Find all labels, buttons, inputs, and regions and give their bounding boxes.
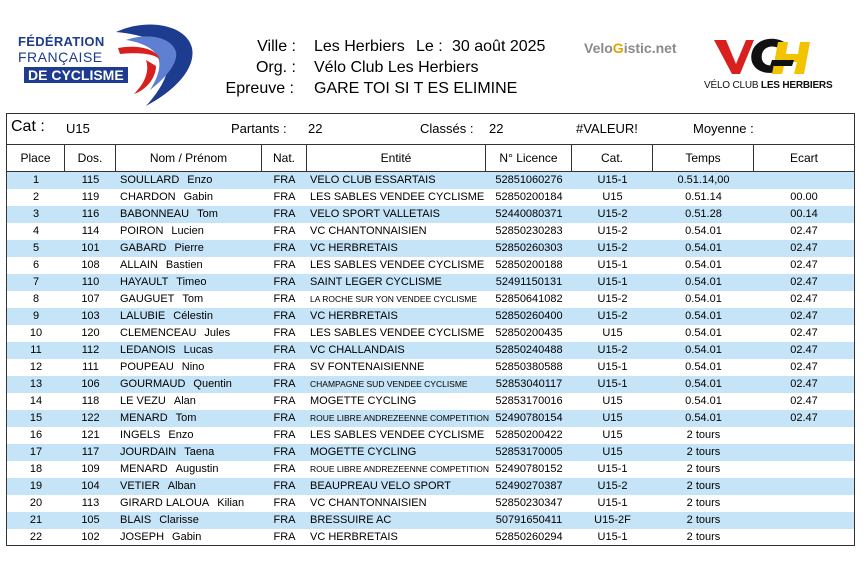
col-temps: Temps (653, 145, 754, 171)
cell-place: 13 (29, 378, 43, 390)
vch-sub-prefix: VÉLO CLUB (704, 80, 761, 91)
cell-entite: VELO SPORT VALLETAIS (310, 208, 441, 220)
cell-nom: GABARD (120, 242, 167, 254)
table-row (7, 393, 854, 410)
cell-dos: 102 (81, 531, 100, 543)
cell-prenom: Lucien (171, 225, 204, 237)
cell-temps: 0.54.01 (685, 259, 722, 271)
cell-licence: 52850380588 (495, 361, 563, 373)
cell-dos: 107 (81, 293, 100, 305)
cat-label: Cat : (11, 118, 45, 135)
cell-dos: 121 (81, 429, 100, 441)
cell-licence: 52850230283 (495, 225, 563, 237)
cell-licence: 52490780154 (495, 412, 563, 424)
cell-ecart: 02.47 (790, 412, 818, 424)
cell-nat: FRA (273, 310, 296, 322)
cell-temps: 0.54.01 (685, 412, 722, 424)
cell-nat: FRA (273, 191, 296, 203)
cell-nat: FRA (273, 412, 296, 424)
cell-prenom: Enzo (187, 174, 213, 186)
cell-prenom: Gabin (183, 191, 213, 203)
cell-entite: VC HERBRETAIS (310, 310, 398, 322)
cell-place: 20 (29, 497, 43, 509)
cell-cat: U15-1 (597, 174, 628, 186)
cell-cat: U15 (602, 191, 623, 203)
cell-licence: 52850200422 (495, 429, 563, 441)
cell-nat: FRA (273, 531, 296, 543)
cell-nom: CHARDON (120, 191, 176, 203)
cell-nat: FRA (273, 514, 296, 526)
cell-ecart: 02.47 (790, 310, 818, 322)
table-row (7, 376, 854, 393)
cell-dos: 116 (81, 208, 100, 220)
cell-temps: 0.54.01 (685, 242, 722, 254)
cell-ecart: 02.47 (790, 344, 818, 356)
velogistic-brand (584, 40, 677, 56)
cell-temps: 0.51.14 (685, 191, 722, 203)
ville-label: Ville : (257, 38, 296, 55)
cell-entite: VC CHANTONNAISIEN (310, 497, 427, 509)
cell-cat: U15-2 (597, 208, 628, 220)
cell-entite: VELO CLUB ESSARTAIS (310, 174, 436, 186)
date-value: 30 août 2025 (452, 38, 546, 55)
cell-nom: BLAIS (120, 514, 152, 526)
cell-dos: 119 (81, 191, 100, 203)
cell-ecart: 02.47 (790, 293, 818, 305)
table-row (7, 342, 854, 359)
cell-place: 9 (32, 310, 40, 322)
cell-cat: U15-2 (597, 480, 628, 492)
cell-nom: LE VEZU (120, 395, 166, 407)
cell-place: 17 (29, 446, 43, 458)
cell-cat: U15-1 (597, 463, 628, 475)
cell-entite: MOGETTE CYCLING (310, 395, 417, 407)
cell-nom: POIRON (120, 225, 164, 237)
classes-label: Classés : (420, 121, 474, 136)
cell-nat: FRA (273, 480, 296, 492)
org-value: Vélo Club Les Herbiers (314, 59, 479, 76)
table-row (7, 325, 854, 342)
cell-prenom: Pierre (174, 242, 204, 254)
cell-place: 10 (29, 327, 43, 339)
cell-entite: BEAUPREAU VELO SPORT (310, 480, 452, 492)
cell-entite: MOGETTE CYCLING (310, 446, 417, 458)
cell-dos: 113 (81, 497, 100, 509)
cell-prenom: Taena (184, 446, 215, 458)
cell-prenom: Tom (175, 412, 197, 424)
cell-prenom: Alban (167, 480, 196, 492)
cell-nat: FRA (273, 327, 296, 339)
cell-temps: 2 tours (686, 514, 721, 526)
table-row (7, 291, 854, 308)
table-row (7, 172, 854, 189)
cell-cat: U15 (602, 327, 623, 339)
table-row (7, 478, 854, 495)
cell-cat: U15 (602, 429, 623, 441)
cell-licence: 52440080371 (495, 208, 563, 220)
cell-ecart: 00.00 (790, 191, 818, 203)
cell-entite: VC HERBRETAIS (310, 531, 398, 543)
cell-entite: VC CHANTONNAISIEN (310, 225, 427, 237)
cell-cat: U15-1 (597, 361, 628, 373)
cell-prenom: Tom (182, 293, 204, 305)
cell-place: 19 (29, 480, 43, 492)
cell-temps: 0.54.01 (685, 310, 722, 322)
ffc-logo-line2: FRANÇAISE (18, 49, 103, 65)
table-row (7, 274, 854, 291)
cell-nom: JOURDAIN (120, 446, 177, 458)
cell-place: 7 (32, 276, 40, 288)
cell-nat: FRA (273, 225, 296, 237)
cell-place: 3 (32, 208, 40, 220)
cell-licence: 52490780152 (495, 463, 563, 475)
cell-prenom: Enzo (168, 429, 194, 441)
cell-temps: 0.54.01 (685, 276, 722, 288)
cell-prenom: Tom (197, 208, 218, 220)
cell-dos: 101 (81, 242, 100, 254)
cell-nom: HAYAULT (120, 276, 169, 288)
cell-entite: LES SABLES VENDEE CYCLISME (310, 259, 485, 271)
partants-label: Partants : (231, 121, 287, 136)
ffc-logo-line1: FÉDÉRATION (18, 34, 105, 49)
partants-value: 22 (308, 121, 323, 136)
epreuve-label: Epreuve : (225, 80, 294, 97)
cell-temps: 2 tours (686, 429, 721, 441)
cell-nom: MENARD (120, 463, 168, 475)
col-nat: Nat. (262, 145, 307, 171)
cell-temps: 2 tours (686, 463, 721, 475)
cell-licence: 52853170016 (495, 395, 563, 407)
cell-cat: U15 (602, 395, 623, 407)
cell-ecart: 02.47 (790, 259, 818, 271)
category-summary (7, 114, 854, 145)
classes-value: 22 (489, 121, 504, 136)
table-row (7, 444, 854, 461)
cell-licence: 52853170005 (495, 446, 563, 458)
cell-entite: BRESSUIRE AC (310, 514, 392, 526)
cell-place: 21 (29, 514, 43, 526)
cell-prenom: Bastien (165, 259, 203, 271)
cell-licence: 52850230347 (495, 497, 563, 509)
cell-cat: U15-1 (597, 259, 628, 271)
cell-temps: 0.54.01 (685, 395, 722, 407)
cell-temps: 0.51.14,00 (677, 174, 730, 186)
cell-nat: FRA (273, 497, 296, 509)
cell-licence: 52850200188 (495, 259, 563, 271)
cell-dos: 109 (81, 463, 100, 475)
cell-cat: U15 (602, 412, 623, 424)
cell-nom: GOURMAUD (120, 378, 186, 390)
cell-place: 16 (29, 429, 43, 441)
col-ecart: Ecart (789, 151, 818, 165)
cell-dos: 105 (81, 514, 100, 526)
cell-dos: 103 (81, 310, 100, 322)
cell-nat: FRA (273, 361, 296, 373)
table-row (7, 512, 854, 529)
table-row (7, 495, 854, 512)
cell-entite: VC CHALLANDAIS (310, 344, 405, 356)
cell-licence: 52850200184 (495, 191, 563, 203)
cell-cat: U15-2 (597, 225, 628, 237)
cell-temps: 0.54.01 (685, 293, 722, 305)
cell-prenom: Jules (204, 327, 231, 339)
cell-place: 15 (29, 412, 43, 424)
cell-prenom: Quentin (193, 378, 232, 390)
cell-nat: FRA (273, 344, 296, 356)
cell-prenom: Augustin (175, 463, 219, 475)
cell-nat: FRA (273, 208, 296, 220)
cell-temps: 0.54.01 (685, 378, 722, 390)
cell-nat: FRA (273, 378, 296, 390)
cell-nom: CLEMENCEAU (120, 327, 197, 339)
cell-prenom: Clarisse (159, 514, 199, 526)
col-place: Place (7, 145, 65, 171)
cell-prenom: Gabin (172, 531, 202, 543)
cell-licence: 52851060276 (495, 174, 563, 186)
cell-temps: 2 tours (686, 480, 721, 492)
cell-licence: 52853040117 (495, 378, 563, 390)
cell-place: 2 (32, 191, 40, 203)
cell-entite: ROUE LIBRE ANDREZEENNE COMPETITION (310, 464, 489, 474)
cell-temps: 0.54.01 (685, 327, 722, 339)
cell-temps: 0.54.01 (685, 225, 722, 237)
cell-nom: JOSEPH (120, 531, 165, 543)
cell-entite: LES SABLES VENDEE CYCLISME (310, 191, 485, 203)
cell-dos: 110 (81, 276, 100, 288)
cell-nom: VETIER (120, 480, 160, 492)
table-row (7, 529, 854, 546)
cell-ecart: 02.47 (790, 327, 818, 339)
cell-licence: 52850260294 (495, 531, 563, 543)
table-row (7, 189, 854, 206)
cell-cat: U15-1 (597, 531, 628, 543)
cell-ecart: 02.47 (790, 378, 818, 390)
cell-entite: SAINT LEGER CYCLISME (310, 276, 442, 288)
cell-dos: 114 (81, 225, 100, 237)
table-row (7, 427, 854, 444)
cell-entite: LES SABLES VENDEE CYCLISME (310, 327, 485, 339)
cell-nat: FRA (273, 395, 296, 407)
cell-prenom: Lucas (183, 344, 213, 356)
cell-licence: 50791650411 (495, 514, 563, 526)
cell-nat: FRA (273, 463, 296, 475)
cell-cat: U15-1 (597, 276, 628, 288)
cell-nom: INGELS (120, 429, 161, 441)
cell-cat: U15 (602, 446, 623, 458)
velogistic-prefix: Velo (584, 40, 613, 56)
vch-logo-subtitle (704, 80, 832, 91)
cell-ecart: 02.47 (790, 276, 818, 288)
velogistic-g: G (612, 40, 624, 56)
cell-ecart: 02.47 (790, 225, 818, 237)
table-row (7, 461, 854, 478)
cell-nom: BABONNEAU (120, 208, 190, 220)
cell-nom: GIRARD LALOUA (120, 497, 210, 509)
moyenne-label: Moyenne : (693, 121, 754, 136)
cell-place: 8 (32, 293, 40, 305)
cell-entite: SV FONTENAISIENNE (310, 361, 425, 373)
org-label: Org. : (255, 59, 296, 76)
cell-licence: 52490270387 (495, 480, 563, 492)
cell-entite: LA ROCHE SUR YON VENDEE CYCLISME (310, 294, 478, 304)
table-row (7, 223, 854, 240)
table-header (7, 145, 854, 172)
cell-dos: 104 (81, 480, 100, 492)
cell-nat: FRA (273, 293, 296, 305)
cell-place: 6 (32, 259, 40, 271)
cell-dos: 108 (81, 259, 100, 271)
cell-temps: 0.51.28 (685, 208, 722, 220)
cell-dos: 115 (81, 174, 100, 186)
cell-prenom: Alan (173, 395, 196, 407)
cell-entite: ROUE LIBRE ANDREZEENNE COMPETITION (310, 413, 489, 423)
cell-place: 14 (29, 395, 43, 407)
cell-nat: FRA (273, 174, 296, 186)
cell-cat: U15-2 (597, 310, 628, 322)
cell-dos: 122 (81, 412, 100, 424)
cell-prenom: Nino (181, 361, 205, 373)
cell-nom: LALUBIE (120, 310, 166, 322)
cell-temps: 2 tours (686, 531, 721, 543)
col-dos: Dos. (65, 145, 116, 171)
cell-cat: U15-1 (597, 378, 628, 390)
cell-nom: POUPEAU (120, 361, 174, 373)
cell-place: 4 (32, 225, 40, 237)
table-row (7, 240, 854, 257)
cell-dos: 106 (81, 378, 100, 390)
cell-temps: 2 tours (686, 446, 721, 458)
cell-ecart: 02.47 (790, 395, 818, 407)
ffc-logo (10, 18, 200, 110)
epreuve-value: GARE TOI SI T ES ELIMINE (314, 80, 518, 97)
valeur-value: #VALEUR! (576, 121, 638, 136)
col-nom-prenom: Nom / Prénom (116, 145, 262, 171)
cell-prenom: Kilian (217, 497, 245, 509)
velogistic-suffix: istic.net (623, 40, 677, 56)
cell-licence: 52491150131 (495, 276, 563, 288)
cell-nat: FRA (273, 259, 296, 271)
cell-entite: VC HERBRETAIS (310, 242, 398, 254)
cell-nom: GAUGUET (120, 293, 175, 305)
cell-temps: 0.54.01 (685, 344, 722, 356)
cell-nat: FRA (273, 446, 296, 458)
cell-nom: MENARD (120, 412, 168, 424)
vch-logo (704, 30, 833, 96)
cell-licence: 52850260303 (495, 242, 563, 254)
table-body (7, 172, 854, 546)
table-row (7, 410, 854, 427)
cell-dos: 118 (81, 395, 100, 407)
table-row (7, 257, 854, 274)
cell-cat: U15-1 (597, 497, 628, 509)
cell-dos: 111 (82, 361, 99, 373)
cell-licence: 52850200435 (495, 327, 563, 339)
cell-cat: U15-2F (594, 514, 631, 526)
cell-place: 18 (29, 463, 43, 475)
cell-dos: 120 (81, 327, 100, 339)
cell-entite: CHAMPAGNE SUD VENDEE CYCLISME (310, 379, 468, 389)
results-table (6, 113, 855, 546)
cell-place: 5 (32, 242, 40, 254)
cell-nom: ALLAIN (120, 259, 158, 271)
cell-licence: 52850240488 (495, 344, 563, 356)
cell-ecart: 00.14 (790, 208, 818, 220)
cell-place: 12 (29, 361, 43, 373)
cell-ecart: 02.47 (790, 242, 818, 254)
table-row (7, 308, 854, 325)
col-cat: Cat. (572, 145, 653, 171)
cell-cat: U15-2 (597, 242, 628, 254)
cell-prenom: Célestin (173, 310, 213, 322)
cell-temps: 0.54.01 (685, 361, 722, 373)
date-label: Le : (416, 38, 443, 55)
cell-nom: SOULLARD (120, 174, 180, 186)
cell-licence: 52850260400 (495, 310, 563, 322)
cell-ecart: 02.47 (790, 361, 818, 373)
cell-dos: 112 (81, 344, 100, 356)
vch-logo-icon (712, 34, 816, 78)
cell-licence: 52850641082 (495, 293, 563, 305)
vch-sub-bold: LES HERBIERS (760, 80, 833, 91)
col-entite: Entité (307, 145, 486, 171)
cat-value: U15 (66, 121, 90, 136)
cell-place: 1 (32, 174, 40, 186)
cell-cat: U15-2 (597, 344, 628, 356)
cell-place: 11 (30, 344, 42, 356)
table-row (7, 206, 854, 223)
cell-nat: FRA (273, 242, 296, 254)
col-licence: N° Licence (486, 145, 572, 171)
ffc-logo-icon (106, 20, 198, 108)
cell-dos: 117 (81, 446, 100, 458)
cell-prenom: Timeo (176, 276, 207, 288)
cell-nat: FRA (273, 429, 296, 441)
table-row (7, 359, 854, 376)
cell-cat: U15-2 (597, 293, 628, 305)
ville-value: Les Herbiers (314, 38, 405, 55)
cell-entite: LES SABLES VENDEE CYCLISME (310, 429, 485, 441)
cell-place: 22 (29, 531, 43, 543)
cell-temps: 2 tours (686, 497, 721, 509)
cell-nom: LEDANOIS (120, 344, 176, 356)
cell-nat: FRA (273, 276, 296, 288)
ffc-logo-line3: DE CYCLISME (24, 67, 128, 83)
